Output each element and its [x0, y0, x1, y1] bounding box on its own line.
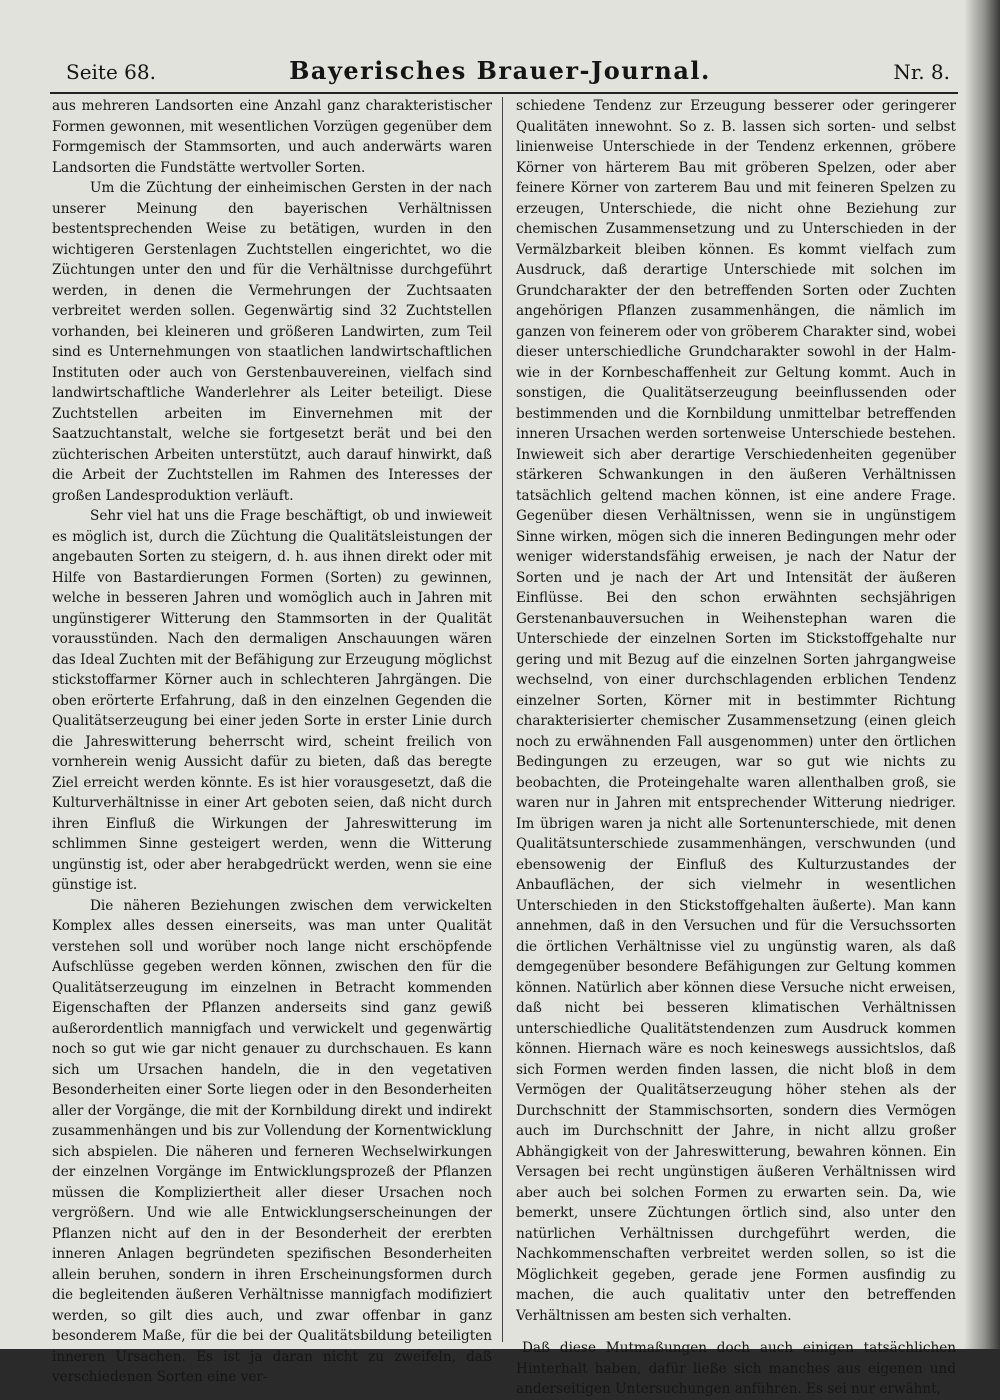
column-divider: [502, 97, 503, 1342]
paragraph: Um die Züchtung der einheimischen Gersten in der nach unserer Meinung den bayerischen Verhältnissen bestentsprechenden Weise zu betätigen, wurden in den wichtigeren Gerstenlagen Zuchtstellen eingerichtet, wo die Züchtungen unter den und für die Verhältnisse durchgeführt werden, in denen die Vermehrungen der Zuchtsaaten verbreitet werden sollen. Gegenwärtig sind 32 Zuchtstellen vorhanden, bei kleineren und größeren Landwirten, zum Teil sind es Unternehmungen von staatlichen landwirtschaftlichen Instituten oder auch von Gerstenbauvereinen, vielfach sind landwirtschaftliche Wanderlehrer als Leiter beteiligt. Diese Zuchtstellen arbeiten im Einvernehmen mit der Saatzuchtanstalt, welche sie fortgesetzt berät und bei den züchterischen Arbeiten unterstützt, auch darauf hinwirkt, daß die Arbeit der Zuchtstellen im Rahmen des Interesses der großen Landesproduktion verläuft.: [52, 180, 492, 504]
left-column: [52, 96, 492, 1388]
paragraph: Daß diese Mutmaßungen doch auch einigen tatsächlichen Hinterhalt haben, dafür ließe sich manches aus eigenen und anderseitigen Untersuchungen anführen. Es sei nur erwähnt,: [516, 1340, 956, 1397]
page-number: Seite 68.: [66, 60, 156, 84]
page-header: [50, 56, 950, 96]
header-rule: [50, 92, 958, 94]
page-edge-shadow: [964, 0, 1000, 1349]
journal-title: Bayerisches Brauer-Journal.: [289, 56, 711, 85]
paragraph: schiedene Tendenz zur Erzeugung besserer oder geringerer Qualitäten innewohnt. So z. B. lassen sich sorten- und selbst linienweise Unterschiede in der Tendenz erkennen, gröbere Körner von härterem Bau mit gröberen Spelzen, oder aber feinere Körner von zarterem Bau und mit feineren Spelzen zu erzeugen, Unterschiede, die nicht ohne Beziehung zur chemischen Zusammensetzung und zu Unterschieden in der Vermälzbarkeit bleiben können. Es kommt vielfach zum Ausdruck, daß derartige Unterschiede mit solchen im Grundcharakter der den betreffenden Sorten oder Zuchten angehörigen Pflanzen zusammenhängen, die nämlich im ganzen von feinerem oder von gröberem Charakter sind, wobei dieser unterschiedliche Grundcharakter sowohl in der Halm- wie in der Kornbeschaffenheit zur Geltung kommt. Auch in sonstigen, die Qualitätserzeugung beeinflussenden oder bestimmenden und die Kornbildung unmittelbar betreffenden inneren Ursachen werden sortenweise Unterschiede bestehen. Inwieweit sich aber derartige Verschiedenheiten gegenüber stärkeren Schwankungen in den äußeren Verhältnissen tatsächlich geltend machen können, ist eine andere Frage. Gegenüber diesen Verhältnissen, wenn sie in ungünstigem Sinne wirken, mögen sich die inneren Bedingungen mehr oder weniger widerstandsfähig erweisen, je nach der Natur der Sorten und je nach der Art und Intensität der äußeren Einflüsse. Bei den schon erwähnten sechsjährigen Gerstenanbauversuchen in Weihenstephan waren die Unterschiede der einzelnen Sorten im Stickstoffgehalte nur gering und mit Bezug auf die einzelnen Sorten jahrgangweise wechselnd, von einer durchschlagenden erblichen Tendenz einzelner Sorten, Körner mit in bestimmter Richtung charakterisierter chemischer Zusammensetzung (einen gleich noch zu erwähnenden Fall ausgenommen) unter den örtlichen Bedingungen zu erzeugen, war so gut wie nichts zu beobachten, die Proteingehalte waren allenthalben groß, sie waren nur in Jahren mit entsprechender Witterung niedriger. Im übrigen waren ja nicht alle Sortenunterschiede, mit denen Qualitätsunterschiede zusammenhängen, verschwunden (und ebensowenig der Einfluß des Kulturzustandes der Anbauflächen, der sich vielmehr in wesentlichen Unterschieden in den Stickstoffgehalten äußerte). Man kann annehmen, daß in den Versuchen und für die Versuchssorten die örtlichen Verhältnisse viel zu ungünstig waren, als daß demgegenüber besondere Befähigungen zur Geltung kommen können. Natürlich aber können diese Versuche nicht erweisen, daß nicht bei besseren klimatischen Verhältnissen unterschiedliche Qualitätstendenzen zum Ausdruck kommen können. Hiernach wäre es noch keineswegs aussichtslos, daß sich Formen werden finden lassen, die nicht bloß in dem Vermögen der Qualitätserzeugung höher stehen als der Durchschnitt der Stammischsorten, sondern dies Vermögen auch im Durchschnitt der Jahre, in nicht allzu großer Abhängigkeit von der Jahreswitterung, bewahren können. Ein Versagen bei recht ungünstigen äußeren Verhältnissen wird aber auch bei solchen Formen zu erwarten sein. Da, wie bemerkt, unsere Züchtungen örtlich sind, also unter den natürlichen Verhältnissen durchgeführt werden, die Nachkommenschaften verbreitet werden sollen, so ist die Möglichkeit gegeben, gerade jene Formen ausfindig zu machen, die auch qualitativ unter den betreffenden Verhältnissen am besten sich verhalten.: [516, 98, 956, 1324]
issue-number: Nr. 8.: [893, 60, 950, 84]
paragraph: Sehr viel hat uns die Frage beschäftigt, ob und inwieweit es möglich ist, durch die Züchtung die Qualitätsleistungen der angebauten Sorten zu steigern, d. h. aus ihnen direkt oder mit Hilfe von Bastardierungen Formen (Sorten) zu gewinnen, welche in besseren Jahren und womöglich auch in Jahren mit ungünstigerer Witterung den Stammsorten in der Qualität vorausstünden. Nach den dermaligen Anschauungen wären das Ideal Zuchten mit der Befähigung zur Erzeugung möglichst stickstoffarmer Körner auch in schlechteren Jahrgängen. Die oben erörterte Erfahrung, daß in den einzelnen Gegenden die Qualitätserzeugung bei einer jeden Sorte in erster Linie durch die Jahreswitterung beherrscht wird, scheint freilich von vornherein wenig Aussicht dafür zu bieten, daß das beregte Ziel erreicht werden könnte. Es ist hier vorausgesetzt, daß die Kulturverhältnisse in einer Art geboten seien, daß nicht durch ihren Einfluß die Wirkungen der Jahreswitterung im schlimmen Sinne gesteigert werden, wenn die Witterung ungünstig ist, oder aber herabgedrückt werden, wenn sie eine günstige ist.: [52, 508, 492, 893]
paragraph: Die näheren Beziehungen zwischen dem verwickelten Komplex alles dessen einerseits, was man unter Qualität verstehen soll und worüber noch lange nicht erschöpfende Aufschlüsse gegeben werden können, zwischen den für die Qualitätserzeugung im einzelnen in Betracht kommenden Eigenschaften der Pflanzen anderseits sind ganz gewiß außerordentlich mannigfach und verwickelt und gegenwärtig noch so gut wie gar nicht genauer zu durchschauen. Es kann sich um Ursachen handeln, die in den vegetativen Besonderheiten einer Sorte liegen oder in den Besonderheiten aller der Vorgänge, die mit der Kornbildung direkt und indirekt zusammenhängen und bis zur Vollendung der Kornentwicklung sich abspielen. Die näheren und ferneren Wechselwirkungen der einzelnen Vorgänge im Entwicklungsprozeß der Pflanzen müssen die Kompliziertheit aller dieser Ursachen noch vergrößern. Und wie alle Entwicklungserscheinungen der Pflanzen nicht auf den in der Besonderheit der ererbten inneren Anlagen begründeten spezifischen Besonderheiten allein beruhen, sondern in ihren Erscheinungsformen durch die begleitenden äußeren Verhältnisse mannigfach modifiziert werden, so gilt dies auch, und zwar offenbar in ganz besonderem Maße, für die bei der Qualitätsbildung beteiligten inneren Ursachen. Es ist ja daran nicht zu zweifeln, daß verschiedenen Sorten eine ver-: [52, 897, 492, 1385]
right-column: [516, 96, 956, 1400]
paragraph: aus mehreren Landsorten eine Anzahl ganz charakteristischer Formen gewonnen, mit wesentlichen Vorzügen gegenüber dem Formgemisch der Stammsorten, und auch anderwärts waren Landsorten die Fundstätte wertvoller Sorten.: [52, 98, 492, 176]
